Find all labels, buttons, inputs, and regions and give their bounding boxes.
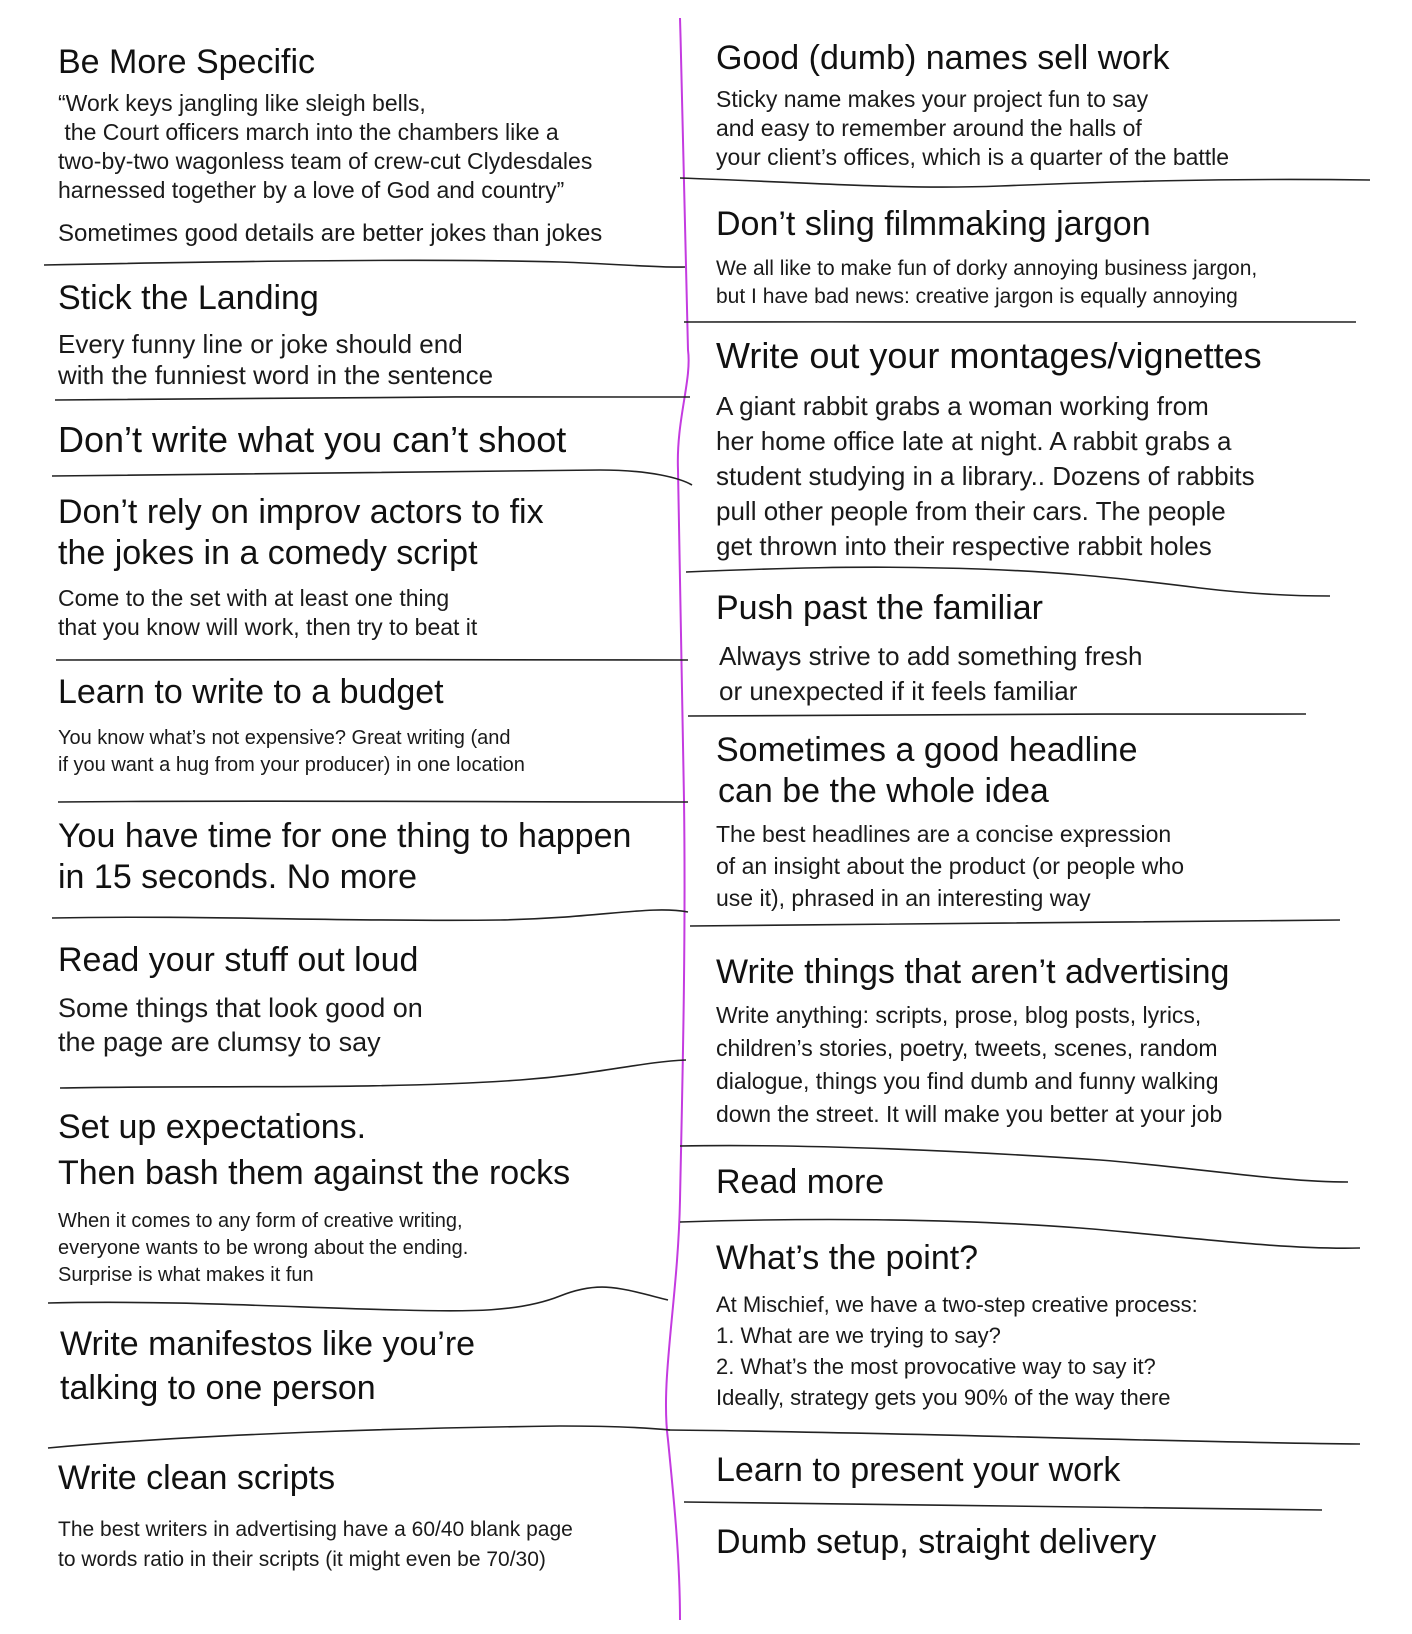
tip-quote: “Work keys jangling like sleigh bells, the Court officers march into the chambers like a two-by-two wagonless team of crew-cut Clydesdales harnessed together by a love of God and country”	[58, 90, 593, 203]
tip-title: What’s the point?	[716, 1239, 979, 1277]
tip-read-more	[716, 1162, 884, 1203]
tip-title: Don’t rely on improv actors to fix the jokes in a comedy script	[58, 493, 544, 572]
tip-be-more-specific	[58, 42, 602, 248]
column-divider	[666, 18, 689, 1620]
left-rule-5	[58, 801, 688, 802]
tip-good-headline-whole-idea	[716, 730, 1184, 914]
tip-write-clean-scripts	[58, 1458, 573, 1575]
tip-whats-the-point	[716, 1238, 1198, 1413]
left-rule-7	[60, 1060, 686, 1088]
tip-title: Read more	[716, 1163, 885, 1201]
tip-set-up-expectations	[58, 1104, 570, 1289]
tip-title: You have time for one thing to happen in 15 seconds. No more	[58, 817, 632, 896]
left-rule-8	[48, 1287, 668, 1311]
tip-title: Don’t write what you can’t shoot	[58, 419, 567, 460]
right-rule-1	[680, 178, 1370, 187]
tip-title: Write things that aren’t advertising	[716, 953, 1230, 991]
tip-title: Good (dumb) names sell work	[716, 39, 1170, 77]
tip-dont-sling-jargon	[716, 204, 1257, 311]
tip-body: You know what’s not expensive? Great writing (and if you want a hug from your producer) in one location	[58, 727, 525, 776]
tip-read-your-stuff-out-loud	[58, 940, 423, 1059]
tip-write-out-montages	[716, 334, 1262, 564]
tip-body: A giant rabbit grabs a woman working from her home office late at night. A rabbit grabs a student studying in a library.. Dozens of rabbits pull other people from their cars. The people get thrown into their respective rabbit holes	[716, 391, 1255, 561]
right-rule-8	[668, 1430, 1360, 1444]
tip-title: Learn to present your work	[716, 1451, 1121, 1489]
tip-title: Write manifestos like you’re talking to one person	[60, 1325, 476, 1407]
tip-title: Sometimes a good headline can be the whole idea	[716, 731, 1138, 810]
tip-title: Read your stuff out loud	[58, 941, 419, 979]
right-rule-9	[684, 1502, 1322, 1510]
tip-dumb-setup-straight-delivery	[716, 1522, 1156, 1563]
tip-stick-the-landing	[58, 278, 493, 391]
left-rule-3	[52, 470, 692, 485]
tip-body: Write anything: scripts, prose, blog posts, lyrics, children’s stories, poetry, tweets, scenes, random dialogue, things you find dumb and funny walking down the street. It will make you better at your job	[716, 1002, 1223, 1127]
tip-dont-rely-on-improv	[58, 492, 544, 642]
left-rule-2	[55, 397, 690, 400]
tip-title: Write out your montages/vignettes	[716, 335, 1262, 376]
tip-one-thing-in-15-seconds	[58, 816, 631, 898]
left-rule-1	[44, 260, 685, 267]
left-rule-9	[48, 1426, 670, 1448]
tip-title: Stick the Landing	[58, 279, 319, 317]
tip-learn-to-write-to-a-budget	[58, 672, 525, 779]
tip-write-manifestos	[60, 1322, 475, 1410]
tip-title: Don’t sling filmmaking jargon	[716, 205, 1151, 243]
tip-body: At Mischief, we have a two-step creative process: 1. What are we trying to say? 2. What’s the most provocative way to say it? Ideally, strategy gets you 90% of the way there	[716, 1292, 1198, 1410]
left-rule-6	[52, 910, 688, 920]
tip-title: Learn to write to a budget	[58, 673, 444, 711]
tip-body: Some things that look good on the page are clumsy to say	[58, 993, 423, 1057]
tip-body: Come to the set with at least one thing that you know will work, then try to beat it	[58, 585, 478, 640]
tip-write-things-not-advertising	[716, 952, 1229, 1131]
tip-body: Always strive to add something fresh or unexpected if it feels familiar	[719, 641, 1143, 706]
tip-title: Set up expectations. Then bash them against the rocks	[58, 1108, 571, 1192]
tip-body: When it comes to any form of creative writing, everyone wants to be wrong about the ending. Surprise is what makes it fun	[58, 1210, 469, 1286]
tip-note: Sometimes good details are better jokes than jokes	[58, 220, 603, 247]
tip-title: Dumb setup, straight delivery	[716, 1523, 1157, 1561]
tip-learn-to-present	[716, 1450, 1120, 1491]
tip-push-past-the-familiar	[716, 588, 1142, 709]
tip-body: We all like to make fun of dorky annoying business jargon, but I have bad news: creative jargon is equally annoying	[716, 257, 1258, 308]
tip-body: Every funny line or joke should end with the funniest word in the sentence	[58, 329, 494, 390]
right-rule-5	[690, 920, 1340, 926]
tip-body: Sticky name makes your project fun to say and easy to remember around the halls of your client’s offices, which is a quarter of the battle	[716, 86, 1230, 170]
tip-title: Push past the familiar	[716, 589, 1043, 627]
tip-title: Be More Specific	[58, 43, 315, 81]
tip-dont-write-what-you-cant-shoot	[58, 418, 566, 461]
tip-title: Write clean scripts	[58, 1459, 336, 1497]
tip-body: The best writers in advertising have a 60/40 blank page to words ratio in their scripts (it might even be 70/30)	[58, 1518, 573, 1571]
tip-good-dumb-names	[716, 38, 1229, 172]
tip-body: The best headlines are a concise expression of an insight about the product (or people who use it), phrased in an interesting way	[716, 821, 1184, 911]
right-rule-4	[688, 714, 1306, 716]
